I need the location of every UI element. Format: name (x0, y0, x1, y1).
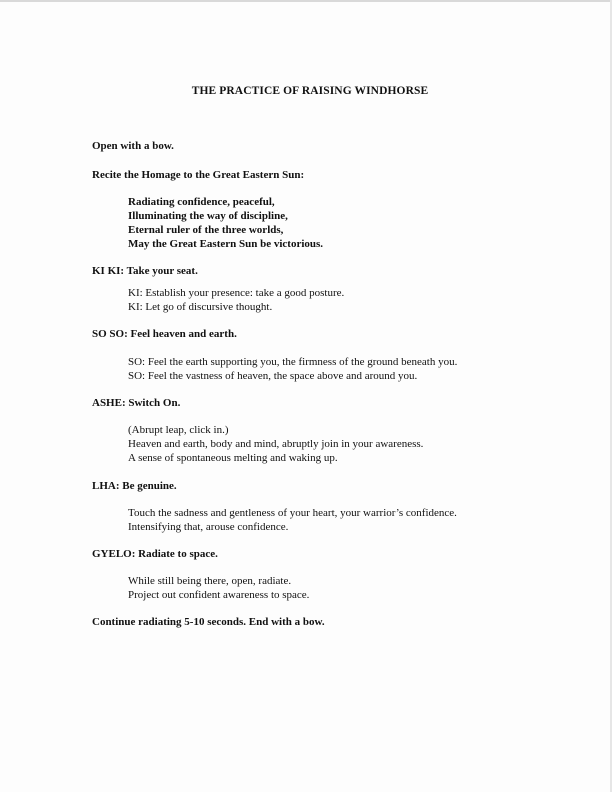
section-heading-closing: Continue radiating 5-10 seconds. End with a bow. (92, 616, 325, 628)
homage-verse (92, 195, 592, 251)
section-heading-open: Open with a bow. (92, 140, 174, 152)
instruction-line: (Abrupt leap, click in.) (128, 424, 229, 436)
instruction-line: KI: Let go of discursive thought. (128, 301, 273, 313)
so-so-instructions (92, 355, 592, 383)
ashe-instructions (92, 423, 592, 465)
scan-edge-top (0, 0, 612, 2)
section-heading-ashe: ASHE: Switch On. (92, 397, 181, 409)
instruction-line: A sense of spontaneous melting and waking up. (128, 452, 338, 464)
document-title: THE PRACTICE OF RAISING WINDHORSE (191, 85, 429, 97)
section-heading-so-so: SO SO: Feel heaven and earth. (92, 328, 237, 340)
section-heading-recite: Recite the Homage to the Great Eastern Sun: (92, 169, 305, 181)
instruction-line: Touch the sadness and gentleness of your heart, your warrior’s confidence. (128, 507, 457, 519)
verse-line: May the Great Eastern Sun be victorious. (128, 238, 324, 250)
verse-line: Illuminating the way of discipline, (128, 210, 288, 222)
instruction-line: Heaven and earth, body and mind, abruptly join in your awareness. (128, 438, 424, 450)
verse-line: Eternal ruler of the three worlds, (128, 224, 284, 236)
lha-instructions (92, 506, 592, 534)
instruction-line: SO: Feel the earth supporting you, the firmness of the ground beneath you. (128, 356, 458, 368)
instruction-line: Intensifying that, arouse confidence. (128, 521, 289, 533)
section-heading-gyelo: GYELO: Radiate to space. (92, 548, 218, 560)
ki-ki-instructions (92, 286, 592, 314)
document-body (92, 139, 592, 629)
instruction-line: KI: Establish your presence: take a good posture. (128, 287, 345, 299)
gyelo-instructions (92, 574, 592, 602)
section-heading-ki-ki: KI KI: Take your seat. (92, 265, 198, 277)
instruction-line: SO: Feel the vastness of heaven, the space above and around you. (128, 370, 418, 382)
verse-line: Radiating confidence, peaceful, (128, 196, 275, 208)
instruction-line: Project out confident awareness to space. (128, 589, 310, 601)
section-heading-lha: LHA: Be genuine. (92, 480, 177, 492)
instruction-line: While still being there, open, radiate. (128, 575, 292, 587)
